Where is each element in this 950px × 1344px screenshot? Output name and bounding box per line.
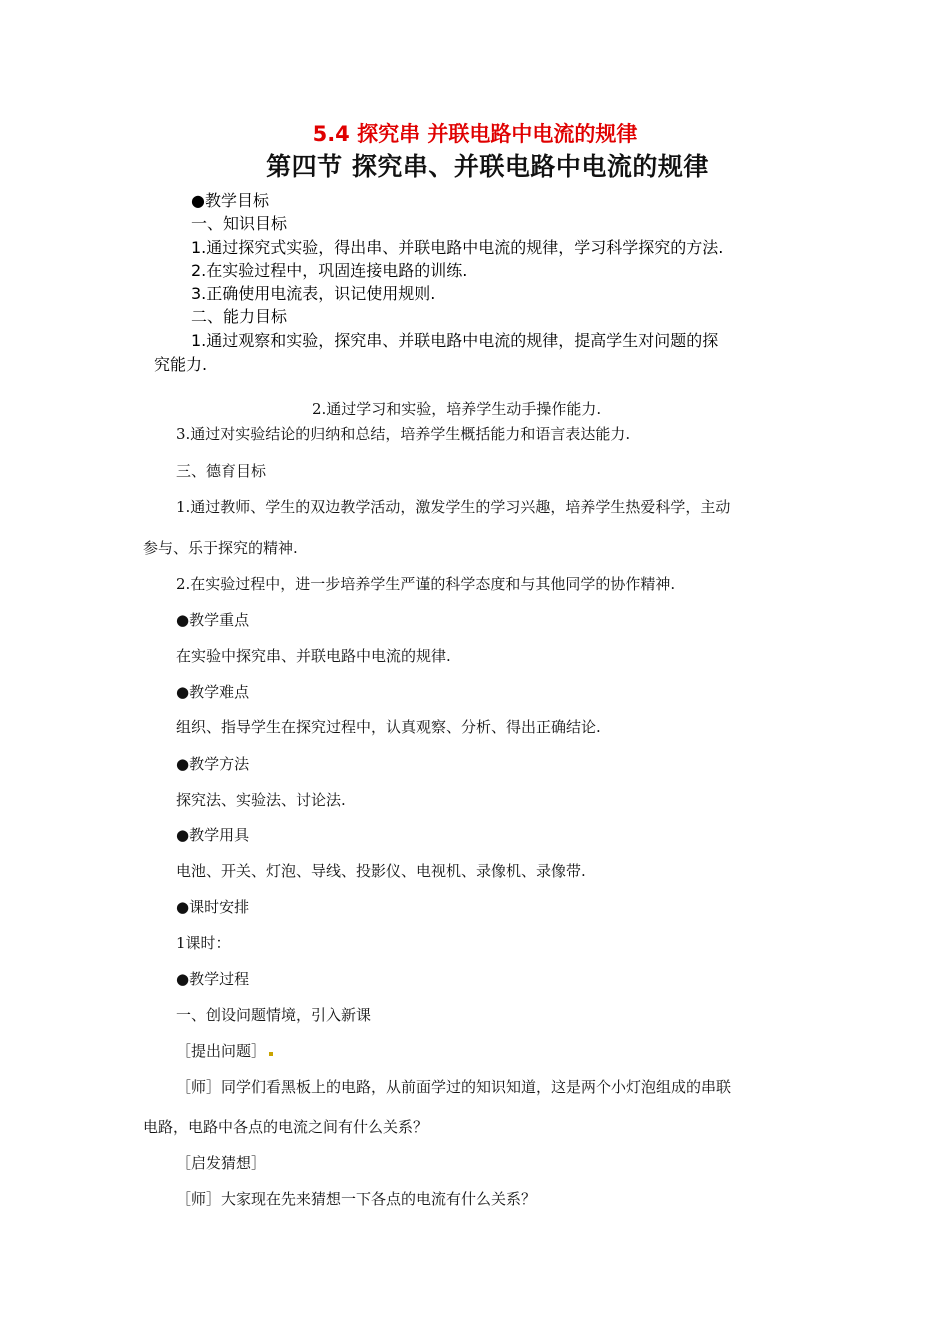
raise-question-text: ［提出问题］ [176,1042,267,1060]
schedule-heading: ●课时安排 [176,898,250,916]
ability-goals-heading: 二、能力目标 [191,307,288,326]
teacher-line-1-continued: 电路，电路中各点的电流之间有什么关系？ [143,1118,429,1136]
difficulties-text: 组织、指导学生在探究过程中，认真观察、分析、得出正确结论. [176,718,601,736]
moral-goals-heading: 三、德育目标 [176,462,267,480]
yellow-dot-mark [269,1052,273,1056]
moral-goal-2: 2.在实验过程中，进一步培养学生严谨的科学态度和与其他同学的协作精神. [176,575,676,593]
ability-goal-2: 2.通过学习和实验，培养学生动手操作能力. [312,400,602,418]
knowledge-goals-heading: 一、知识目标 [191,214,288,233]
moral-goal-1-line-1: 1.通过教师、学生的双边教学活动，激发学生的学习兴趣，培养学生热爱科学，主动 [176,498,731,516]
ability-goal-1-line-1: 1.通过观察和实验，探究串、并联电路中电流的规律，提高学生对问题的探 [191,331,719,350]
process-section-1: 一、创设问题情境，引入新课 [176,1006,372,1024]
ability-goal-3: 3.通过对实验结论的归纳和总结，培养学生概括能力和语言表达能力. [176,425,631,443]
moral-goal-1-line-2: 参与、乐于探究的精神. [143,539,298,557]
guess-label: ［启发猜想］ [176,1154,267,1172]
schedule-text: 1课时： [176,934,231,952]
knowledge-goal-1: 1.通过探究式实验，得出串、并联电路中电流的规律，学习科学探究的方法. [191,238,724,257]
methods-heading: ●教学方法 [176,755,250,773]
key-points-heading: ●教学重点 [176,611,250,629]
difficulties-heading: ●教学难点 [176,683,250,701]
raise-question-label [176,1044,273,1059]
process-heading: ●教学过程 [176,970,250,988]
methods-text: 探究法、实验法、讨论法. [176,791,346,809]
teacher-line-1: ［师］同学们看黑板上的电路，从前面学过的知识知道，这是两个小灯泡组成的串联 [176,1078,732,1096]
teaching-goals-heading: ●教学目标 [191,191,269,210]
key-points-text: 在实验中探究串、并联电路中电流的规律. [176,647,451,665]
tools-text: 电池、开关、灯泡、导线、投影仪、电视机、录像机、录像带. [176,862,586,880]
teacher-line-2: ［师］大家现在先来猜想一下各点的电流有什么关系？ [176,1190,537,1208]
red-title: 5.4 探究串 并联电路中电流的规律 [312,122,638,146]
section-title: 第四节 探究串、并联电路中电流的规律 [266,152,709,181]
knowledge-goal-2: 2.在实验过程中，巩固连接电路的训练. [191,261,468,280]
ability-goal-1-line-2: 究能力. [154,355,208,374]
tools-heading: ●教学用具 [176,826,250,844]
knowledge-goal-3: 3.正确使用电流表，识记使用规则. [191,284,436,303]
